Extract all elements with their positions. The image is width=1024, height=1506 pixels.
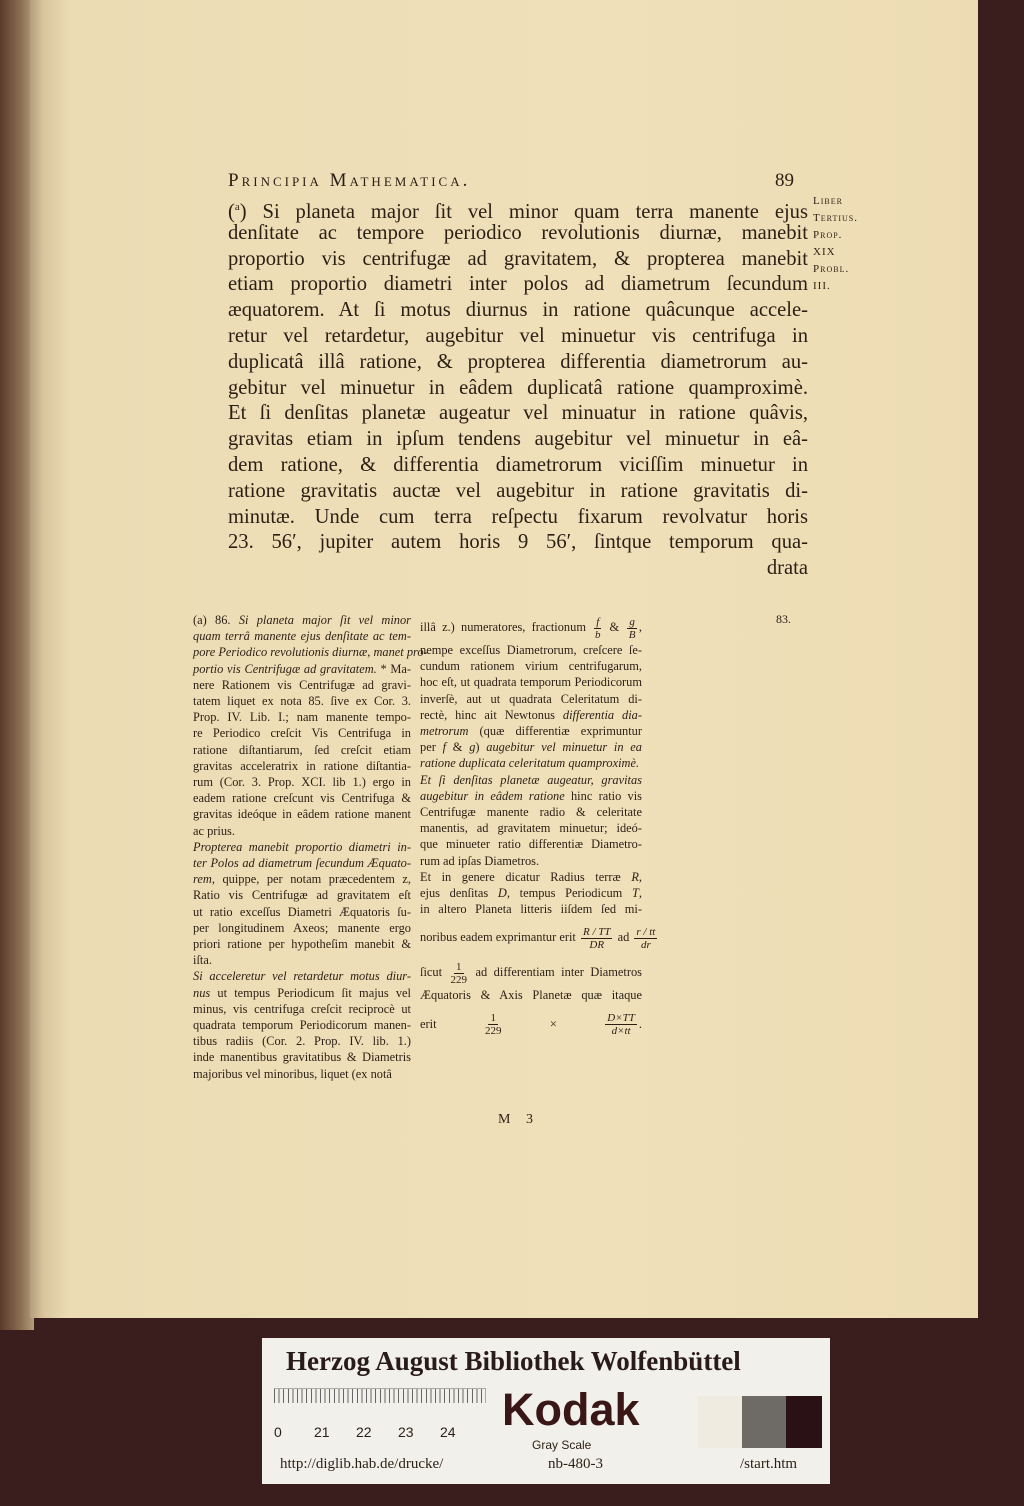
fraction-numerator: r / tt (636, 926, 656, 939)
text-line (193, 725, 411, 741)
text-span: gebitur vel minuetur in eâdem duplicatâ ratione quamproximè. (228, 376, 808, 399)
text-line (420, 1004, 642, 1044)
text-span: Ratio vis Centrifugæ ad gravitatem eſt (193, 888, 411, 903)
text-span: Prop. IV. Lib. I.; nam manente tempo- (193, 710, 411, 725)
text-span: illâ z.) numeratores, fractionum (420, 620, 593, 634)
fraction (634, 926, 657, 951)
fraction-denominator: d×tt (611, 1025, 631, 1038)
text-span: augebitur vel minuetur in ea (486, 740, 642, 755)
url-base: http://diglib.hab.de/drucke/ (280, 1456, 444, 1472)
ruler-label: 24 (440, 1424, 456, 1440)
text-span: duplicatâ illâ ratione, & propterea differentia diametrorum au- (228, 350, 808, 373)
margin-note-line: Tertius. (813, 212, 858, 224)
fraction (581, 926, 613, 951)
text-line (420, 853, 642, 869)
text-span: (quæ differentiæ exprimuntur (468, 724, 642, 739)
text-span: ac prius. (193, 823, 235, 838)
fraction-denominator: DR (589, 939, 605, 952)
text-span: (a) 86. (193, 613, 239, 627)
text-line (193, 839, 411, 855)
text-line (420, 707, 642, 723)
fraction-numerator: D×TT (607, 1012, 635, 1025)
text-span: portio vis Centrifugæ ad gravitatem. (193, 661, 377, 676)
text-span: Et ſi denſitas planetæ augeatur, gravitas (420, 772, 642, 787)
text-span: ( (228, 200, 235, 223)
text-span: minutæ. Unde cum terra reſpectu fixarum revolvatur horis (228, 505, 808, 528)
text-span: * Ma- (376, 661, 411, 676)
text-line (193, 644, 428, 660)
text-line (420, 739, 642, 755)
fraction-denominator: 229 (484, 1025, 502, 1038)
text-span: quadrata temporum Periodicorum manen- (193, 1018, 411, 1033)
text-span: T (631, 886, 639, 901)
text-span: æquatorem. At ſi motus diurnus in ratione quâcunque accele- (228, 299, 808, 322)
fraction-denominator: 229 (450, 974, 468, 987)
text-span: D (497, 886, 507, 901)
text-span: , (638, 886, 642, 901)
text-line (228, 376, 808, 402)
margin-note-line: Prop. (813, 229, 843, 241)
text-span: noribus eadem exprimantur erit (420, 930, 579, 945)
text-line (193, 661, 411, 677)
text-span: inde manentibus gravitatibus & Diametris (193, 1050, 411, 1065)
text-span: hinc ratio vis (564, 788, 643, 803)
superscript: a (234, 201, 240, 213)
gray-swatch-white (698, 1396, 742, 1448)
text-span: , (638, 869, 642, 884)
text-span: ter Polos ad diametrum ſecundum Æquato- (193, 856, 411, 871)
text-span: rectè, hinc ait Newtonus (420, 707, 563, 722)
text-span: minus, vis centrifuga creſcit reciprocè ut (193, 1001, 411, 1016)
text-span: ratione diſtantiarum, ſed creſcit etiam (193, 742, 411, 757)
text-span: pore Periodico revolutionis diurnæ, manet pro- (193, 645, 428, 660)
text-span: rum ad ipſas Diametros. (420, 853, 540, 868)
text-span: erit (420, 1016, 483, 1031)
main-text (228, 195, 808, 582)
text-line (193, 693, 411, 709)
text-line (228, 221, 808, 247)
text-line (193, 823, 411, 839)
text-line (420, 772, 642, 788)
text-line (228, 556, 808, 582)
text-span: denſitate ac tempore periodico revolutionis diurnæ, manebit (228, 221, 808, 244)
text-line (193, 904, 411, 920)
text-line (193, 742, 411, 758)
text-line (193, 936, 411, 952)
shelfmark: nb-480-3 (548, 1456, 603, 1472)
text-span: Si acceleretur vel retardetur motus diur- (193, 969, 411, 984)
text-line (420, 901, 642, 917)
text-line (193, 790, 411, 806)
text-span: & (446, 740, 470, 755)
text-span: rum (Cor. 3. Prop. XCI. lib 1.) ergo in (193, 775, 411, 790)
text-line (193, 1017, 411, 1033)
ruler-label: 0 (274, 1424, 282, 1440)
text-span: nempe exceſſus Diametrorum, creſcere ſe- (420, 643, 642, 657)
gray-scale-label: Gray Scale (532, 1438, 592, 1452)
text-span: ) Si planeta major ſit vel minor quam terra manente ejus (239, 200, 808, 223)
text-span: quam terrâ manente ejus denſitate ac tem- (193, 629, 411, 644)
text-span: proportio vis centrifugæ ad gravitatem, & propterea manebit (228, 247, 808, 270)
text-line (420, 957, 642, 987)
fraction-denominator: b (594, 628, 601, 641)
text-line (420, 987, 642, 1003)
text-span: ratione gravitatis auctæ vel augebitur in ratione gravitatis di- (228, 479, 808, 502)
fraction-numerator: f (596, 615, 600, 628)
text-span: etiam proportio diametri inter polos ad diametrum ſecundum (228, 273, 808, 296)
text-span: ) (475, 740, 487, 755)
text-span: Et in genere dicatur Radius terræ (420, 869, 632, 884)
text-line (193, 774, 411, 790)
text-span: × (503, 1016, 604, 1031)
text-line (420, 755, 642, 771)
fraction (594, 616, 601, 641)
text-line (420, 885, 642, 901)
text-line (193, 968, 411, 984)
ruler-label: 22 (356, 1424, 372, 1440)
text-span: f (442, 740, 447, 755)
ruler-scale (274, 1388, 486, 1447)
margin-note-line: Liber (813, 195, 843, 207)
text-line (228, 324, 808, 350)
text-line (193, 758, 411, 774)
text-line (228, 247, 808, 273)
kodak-logo: Kodak (502, 1384, 640, 1435)
text-span: Æquatoris & Axis Planetæ quæ itaque (420, 988, 642, 1003)
text-span: inverſè, aut ut quadrata Celeritatum di- (420, 691, 642, 706)
text-span: . (638, 1016, 642, 1031)
text-span: gravitas ideóque in eâdem ratione manent (193, 807, 411, 822)
fraction (627, 616, 637, 641)
url-start: /start.htm (740, 1456, 798, 1472)
text-line (228, 530, 808, 556)
text-span: cundum rationem virium centrifugarum, (420, 659, 642, 674)
text-line (420, 723, 642, 739)
text-line (193, 1049, 411, 1065)
margin-note-line: III. (813, 280, 831, 292)
text-span: R (631, 869, 639, 884)
text-span: & (603, 620, 626, 634)
margin-note (813, 193, 858, 295)
text-line (193, 1066, 411, 1082)
text-span: ut tempus Periodicum ſit majus vel (210, 985, 411, 1000)
text-line (193, 1001, 411, 1017)
text-line (420, 869, 642, 885)
text-line (420, 917, 656, 957)
text-span: augebitur in eâdem ratione (420, 788, 565, 803)
text-line (193, 677, 411, 693)
library-name: Herzog August Bibliothek Wolfenbüttel (286, 1346, 741, 1376)
footnote-margin-note: 83. (776, 612, 791, 626)
text-line (193, 887, 411, 903)
text-line (420, 804, 642, 820)
text-line (228, 453, 808, 479)
fraction-numerator: 1 (456, 961, 462, 974)
text-span: Propterea manebit proportio diametri in- (193, 839, 411, 854)
text-line (193, 709, 411, 725)
text-line (193, 920, 411, 936)
text-line (420, 612, 642, 642)
fraction (605, 1012, 637, 1037)
text-line (228, 505, 808, 531)
text-line (193, 628, 411, 644)
text-span: nus (193, 985, 211, 1000)
text-span: re Periodico creſcit Vis Centrifuga in (193, 726, 411, 741)
text-line (228, 427, 808, 453)
ruler-label: 23 (398, 1424, 414, 1440)
fraction-numerator: 1 (490, 1012, 496, 1025)
text-span: retur vel retardetur, augebitur vel minuetur vis centrifuga in (228, 324, 808, 347)
text-span: manentis, ad gravitatem minuetur; ideó- (420, 821, 642, 836)
text-span: majoribus vel minoribus, liquet (ex notâ (193, 1066, 392, 1081)
running-header (228, 170, 808, 192)
text-line (420, 658, 642, 674)
text-span: differentia dia- (562, 707, 642, 722)
text-span: per longitudinem Axeos; manente ergo (193, 920, 411, 935)
text-span: ratione duplicata celeritatum quamproximè. (420, 756, 640, 771)
text-span: gravitas etiam in ipſum tendens augebitur vel minuetur in eâ- (228, 428, 808, 451)
text-span: ad differentiam inter Diametros (469, 965, 642, 980)
fraction-denominator: dr (640, 939, 651, 952)
text-line (420, 788, 642, 804)
signature-mark: M 3 (498, 1112, 539, 1127)
text-span: g (469, 740, 476, 755)
text-line (228, 479, 808, 505)
text-span: Centrifugæ manente radio & celeritate (420, 805, 642, 820)
text-line (420, 820, 642, 836)
margin-note-line: XIX (813, 246, 836, 258)
text-line (193, 855, 411, 871)
fraction-denominator: B (628, 628, 636, 641)
text-span: drata (766, 557, 808, 580)
text-span: eadem ratione creſcunt vis Centrifuga & (193, 791, 411, 806)
gray-swatch-black (786, 1396, 822, 1448)
text-span: tatem liquet ex nota 85. ſive ex Cor. 3. (193, 694, 411, 709)
header-title: Principia Mathematica. (228, 170, 471, 191)
text-line (228, 298, 808, 324)
text-line (420, 642, 642, 658)
text-line (420, 691, 642, 707)
library-color-card (262, 1338, 830, 1484)
text-line (228, 272, 808, 298)
text-line (420, 674, 642, 690)
text-line (193, 985, 411, 1001)
text-line (228, 350, 808, 376)
text-line (193, 952, 411, 968)
text-line (420, 836, 642, 852)
fraction (451, 961, 468, 986)
text-line (193, 871, 411, 887)
text-span: que minueter ratio differentiæ Diametro- (420, 837, 642, 852)
fraction-numerator: R / TT (582, 926, 611, 939)
footnote-right-column (420, 612, 656, 1044)
book-gutter (0, 0, 34, 1330)
text-line (228, 195, 808, 221)
text-span: hoc eſt, ut quadrata temporum Periodicorum (420, 675, 642, 690)
text-span: 23. 56′, jupiter autem horis 9 56′, ſintque temporum qua- (228, 531, 808, 554)
text-line (228, 401, 808, 427)
text-span: ut ratio exceſſus Diametri Æquatoris ſu- (193, 904, 411, 919)
text-span: dem ratione, & differentia diametrorum viciſſim minuetur in (228, 453, 808, 476)
text-span: Et ſi denſitas planetæ augeatur vel minuatur in ratione quâvis, (228, 402, 808, 425)
fraction (485, 1012, 502, 1037)
text-span: priori ratione per hypotheſim manebit & (193, 937, 411, 952)
text-span: Si planeta major ſit vel minor (238, 613, 411, 627)
text-span: nere Rationem vis Centrifugæ ad gravi- (193, 677, 411, 692)
gray-swatch-gray (742, 1396, 786, 1448)
text-span: , (638, 620, 642, 634)
text-span: in altero Planeta litteris iiſdem ſed mi- (420, 902, 642, 917)
text-span: ejus denſitas (420, 886, 498, 901)
text-line (193, 1033, 411, 1049)
text-span: iſta. (193, 953, 212, 968)
text-span: ad (614, 930, 633, 945)
footnote-left-column (193, 612, 428, 1082)
text-span: metrorum (420, 724, 469, 739)
text-span: per (420, 740, 443, 755)
page-number: 89 (775, 170, 794, 191)
text-line (193, 806, 411, 822)
text-span: tibus radiis (Cor. 2. Prop. IV. lib. 1.) (193, 1034, 411, 1049)
ruler-label: 21 (314, 1424, 330, 1440)
margin-note-line: Probl. (813, 263, 850, 275)
text-span: ſicut (420, 965, 449, 980)
text-line (193, 612, 411, 628)
text-span: , tempus Periodicum (506, 886, 632, 901)
text-span: rem (193, 872, 212, 887)
text-span: gravitas acceleratrix in ratione diſtantia- (193, 758, 411, 773)
fraction-numerator: g (629, 615, 635, 628)
text-span: , quippe, per notam præcedentem z, (211, 872, 411, 887)
